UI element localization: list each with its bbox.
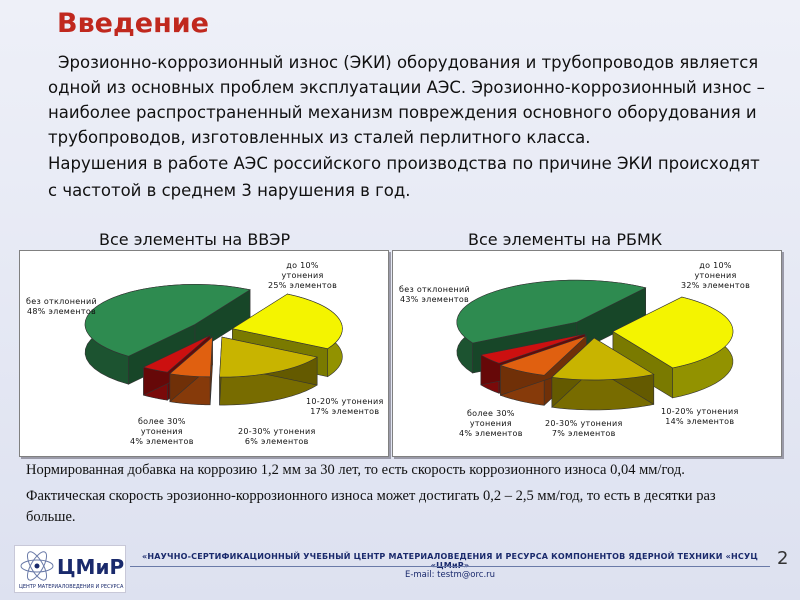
chart-vver <box>19 250 389 457</box>
intro-paragraph-2: Нарушения в работе АЭС российского производства по причине ЭКИ происходят с частотой в среднем 3 нарушения в год. <box>48 154 760 200</box>
chart-rbmk-label-20-30: 20-30% утонения 7% элементов <box>545 419 623 438</box>
chart-rbmk-title: Все элементы на РБМК <box>468 230 663 249</box>
chart-vver-label-10-20: 10-20% утонения 17% элементов <box>306 397 384 416</box>
page-title: Введение <box>57 8 209 39</box>
logo-atom-icon <box>15 546 125 592</box>
chart-rbmk-label-over-30: более 30% утонения 4% элементов <box>459 409 523 438</box>
chart-rbmk-label-10-20: 10-20% утонения 14% элементов <box>661 407 739 426</box>
intro-paragraph-1: Эрозионно-коррозионный износ (ЭКИ) оборудования и трубопроводов является одной из основных проблем эксплуатации АЭС. Эрозионно-коррозионный износ – наиболее распространенный механизм повреждения основного оборудования и трубопроводов, изготовленных из сталей перлитного класса. <box>48 53 765 147</box>
chart-rbmk <box>392 250 782 457</box>
footer-divider <box>130 566 770 567</box>
intro-text <box>48 50 768 204</box>
page-number: 2 <box>777 548 789 569</box>
chart-rbmk-label-no-deviation: без отклонений 43% элементов <box>399 285 471 304</box>
chart-vver-label-no-deviation: без отклонений 48% элементов <box>26 297 98 316</box>
chart-vver-title: Все элементы на ВВЭР <box>99 230 291 249</box>
logo-text: ЦМиР <box>57 555 125 579</box>
note-1: Нормированная добавка на коррозию 1,2 мм за 30 лет, то есть скорость коррозионного износа 0,04 мм/год. <box>26 462 685 478</box>
chart-vver-label-20-30: 20-30% утонения 6% элементов <box>238 427 316 446</box>
footer-email: E-mail: testm@orc.ru <box>404 570 496 580</box>
chart-vver-label-up-to-10: до 10% утонения 25% элементов <box>268 261 338 290</box>
chart-rbmk-label-up-to-10: до 10% утонения 32% элементов <box>681 261 751 290</box>
logo <box>14 545 126 593</box>
chart-vver-label-over-30: более 30% утонения 4% элементов <box>130 417 194 446</box>
notes <box>26 460 746 533</box>
note-2: Фактическая скорость эрозионно-коррозионного износа может достигать 0,2 – 2,5 мм/год, то есть в десятки раз больше. <box>26 488 716 525</box>
logo-caption: ЦЕНТР МАТЕРИАЛОВЕДЕНИЯ И РЕСУРСА <box>19 584 124 590</box>
footer-org: «НАУЧНО-СЕРТИФИКАЦИОННЫЙ УЧЕБНЫЙ ЦЕНТР МАТЕРИАЛОВЕДЕНИЯ И РЕСУРСА КОМПОНЕНТОВ ЯДЕРНОЙ ТЕХНИКИ «НСУЦ <box>142 552 758 561</box>
